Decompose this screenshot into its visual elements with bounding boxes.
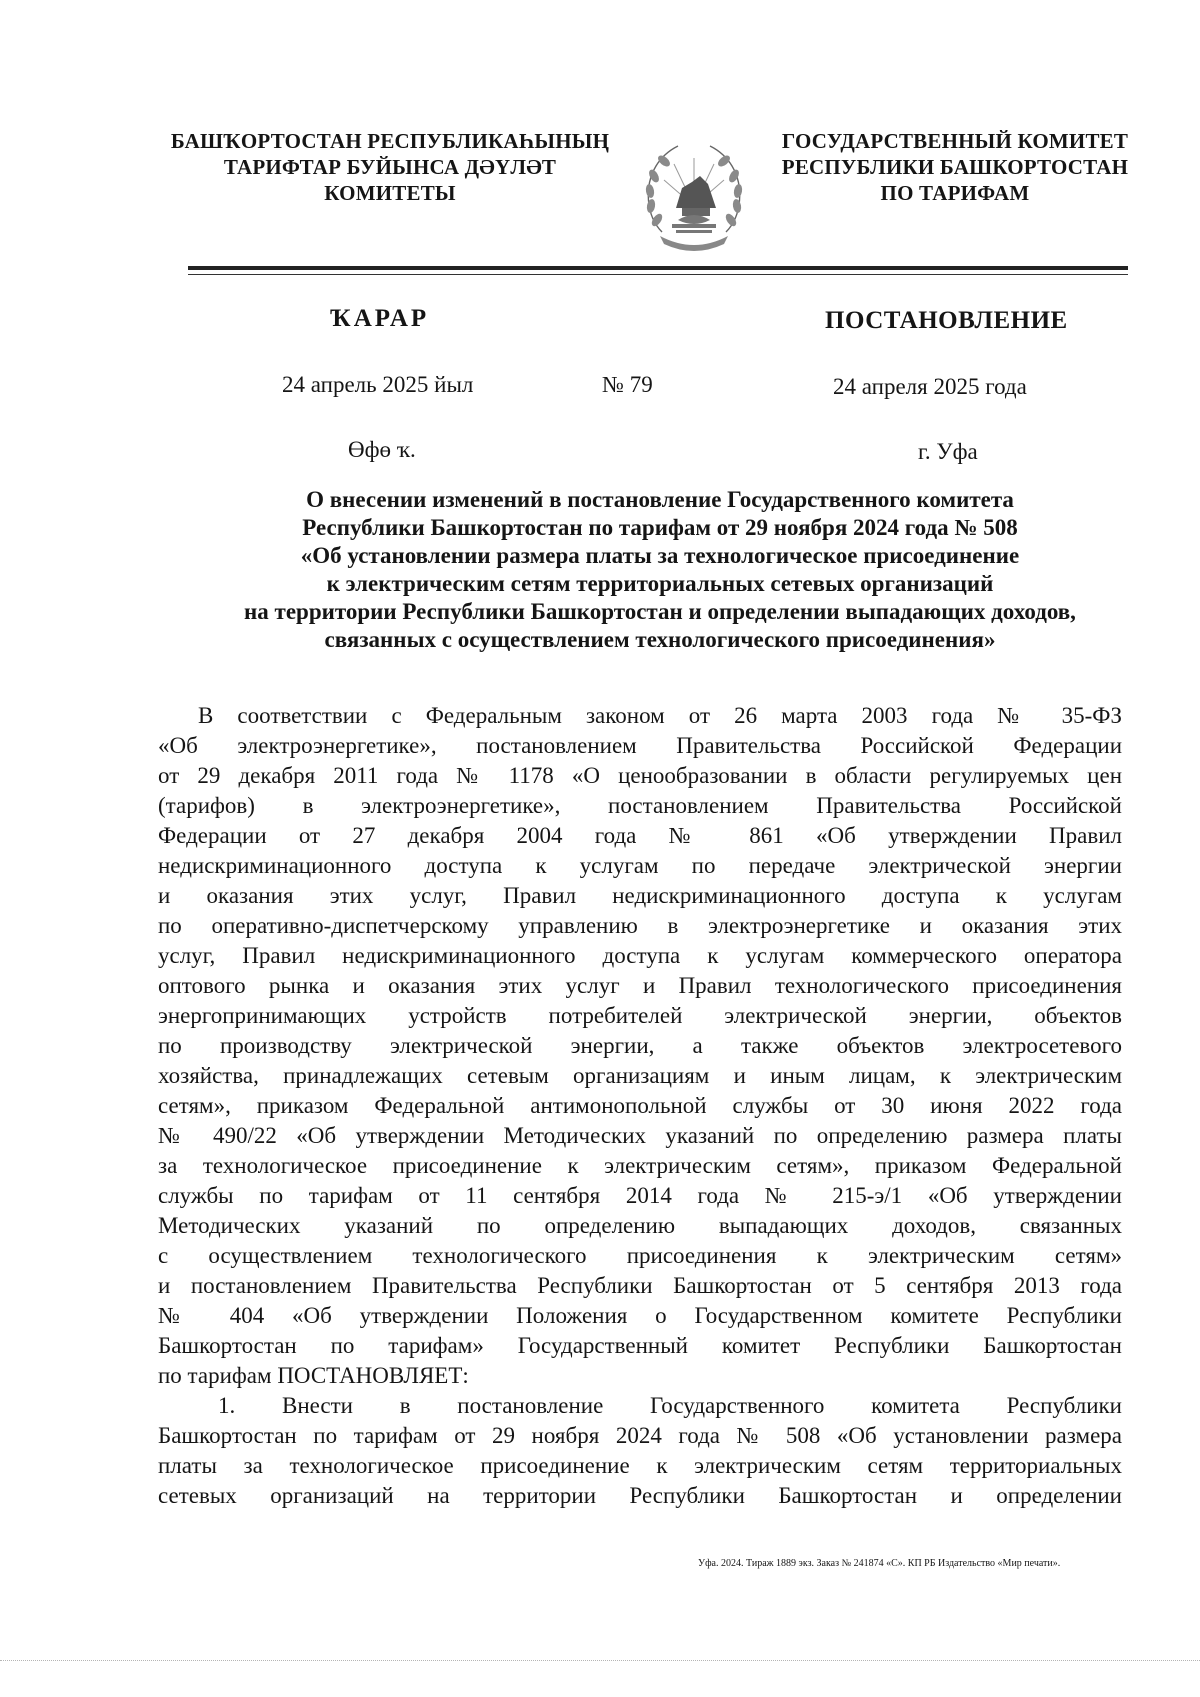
body-line: В соответствии с Федеральным законом от 26 марта 2003 года № 35-ФЗ	[198, 703, 1122, 728]
body-line: (тарифов) в электроэнергетике», постановлением Правительства Российской	[158, 793, 1122, 818]
body-line: по производству электрической энергии, а также объектов электросетевого	[158, 1033, 1122, 1058]
body-line: № 490/22 «Об утверждении Методических указаний по определению размера платы	[158, 1123, 1122, 1148]
date-russian: 24 апреля 2025 года	[833, 374, 1027, 399]
body-line: платы за технологическое присоединение к электрическим сетям территориальных	[158, 1453, 1122, 1478]
body-line: хозяйства, принадлежащих сетевым организациям и иным лицам, к электрическим	[158, 1063, 1122, 1088]
body-line: и постановлением Правительства Республики Башкортостан от 5 сентября 2013 года	[158, 1273, 1122, 1298]
title-line: связанных с осуществлением технологического присоединения»	[324, 627, 996, 652]
body-line: по оперативно-диспетчерскому управлению в электроэнергетике и оказания этих	[158, 913, 1122, 938]
scan-edge-line	[0, 1660, 1200, 1661]
body-line: энергопринимающих устройств потребителей электрической энергии, объектов	[158, 1003, 1122, 1028]
body-line: недискриминационного доступа к услугам по передаче электрической энергии	[158, 853, 1122, 878]
doc-type-bashkir: ҠАРАР	[330, 305, 430, 332]
title-line: О внесении изменений в постановление Государственного комитета	[306, 487, 1014, 512]
body-line: оптового рынка и оказания этих услуг и Правил технологического присоединения	[158, 973, 1122, 998]
issuer-name-russian	[780, 128, 1130, 206]
body-line: за технологическое присоединение к электрическим сетям», приказом Федеральной	[158, 1153, 1122, 1178]
body-line: услуг, Правил недискриминационного доступа к услугам коммерческого оператора	[158, 943, 1122, 968]
issuer-name-bashkir	[170, 128, 610, 206]
issuer-bashkir-line: ТАРИФТАР БУЙЫНСА ДӘҮЛӘТ	[223, 155, 557, 179]
body-line: сетевых организаций на территории Республики Башкортостан и определении	[158, 1483, 1122, 1508]
header-divider-thick	[188, 266, 1128, 270]
body-line: Башкортостан по тарифам от 29 ноября 2024 года № 508 «Об установлении размера	[158, 1423, 1122, 1448]
document-number: № 79	[602, 372, 653, 397]
body-line: 1. Внести в постановление Государственного комитета Республики	[218, 1393, 1122, 1418]
date-bashkir: 24 апрель 2025 йыл	[282, 372, 474, 397]
body-line: Башкортостан по тарифам» Государственный комитет Республики Башкортостан	[158, 1333, 1122, 1358]
body-line: от 29 декабря 2011 года № 1178 «О ценообразовании в области регулируемых цен	[158, 763, 1122, 788]
body-line: с осуществлением технологического присоединения к электрическим сетям»	[158, 1243, 1122, 1268]
body-line: Федерации от 27 декабря 2004 года № 861 «Об утверждении Правил	[158, 823, 1122, 848]
title-line: «Об установлении размера платы за технологическое присоединение	[300, 543, 1020, 568]
body-text	[158, 701, 1122, 1511]
title-line: к электрическим сетям территориальных сетевых организаций	[326, 571, 994, 596]
issuer-bashkir-line: БАШҠОРТОСТАН РЕСПУБЛИКАҺЫНЫҢ	[170, 129, 610, 153]
printer-imprint: Уфа. 2024. Тираж 1889 экз. Заказ № 241874 «С». КП РБ Издательство «Мир печати».	[698, 1558, 1061, 1569]
issuer-russian-line: ГОСУДАРСТВЕННЫЙ КОМИТЕТ	[781, 129, 1129, 153]
body-line: Методических указаний по определению выпадающих доходов, связанных	[158, 1213, 1122, 1238]
body-line: службы по тарифам от 11 сентября 2014 года № 215-э/1 «Об утверждении	[158, 1183, 1122, 1208]
body-line: и оказания этих услуг, Правил недискриминационного доступа к услугам	[158, 883, 1122, 908]
issuer-bashkir-line: КОМИТЕТЫ	[324, 181, 456, 205]
place-russian: г. Уфа	[918, 439, 978, 464]
issuer-russian-line: ПО ТАРИФАМ	[880, 181, 1030, 205]
title-line: Республики Башкортостан по тарифам от 29 ноября 2024 года № 508	[302, 515, 1018, 540]
issuer-russian-line: РЕСПУБЛИКИ БАШКОРТОСТАН	[781, 155, 1129, 179]
doc-type-russian: ПОСТАНОВЛЕНИЕ	[825, 307, 1068, 334]
place-bashkir: Өфө ҡ.	[348, 437, 416, 462]
bashkortostan-coat-of-arms-icon	[638, 136, 750, 256]
body-line: по тарифам ПОСТАНОВЛЯЕТ:	[158, 1363, 469, 1388]
body-line: «Об электроэнергетике», постановлением Правительства Российской Федерации	[158, 733, 1122, 758]
header-divider-thin	[188, 274, 1128, 275]
body-line: № 404 «Об утверждении Положения о Государственном комитете Республики	[158, 1303, 1122, 1328]
document-title	[160, 486, 1160, 654]
body-line: сетям», приказом Федеральной антимонопольной службы от 30 июня 2022 года	[158, 1093, 1122, 1118]
title-line: на территории Республики Башкортостан и определении выпадающих доходов,	[244, 599, 1076, 624]
